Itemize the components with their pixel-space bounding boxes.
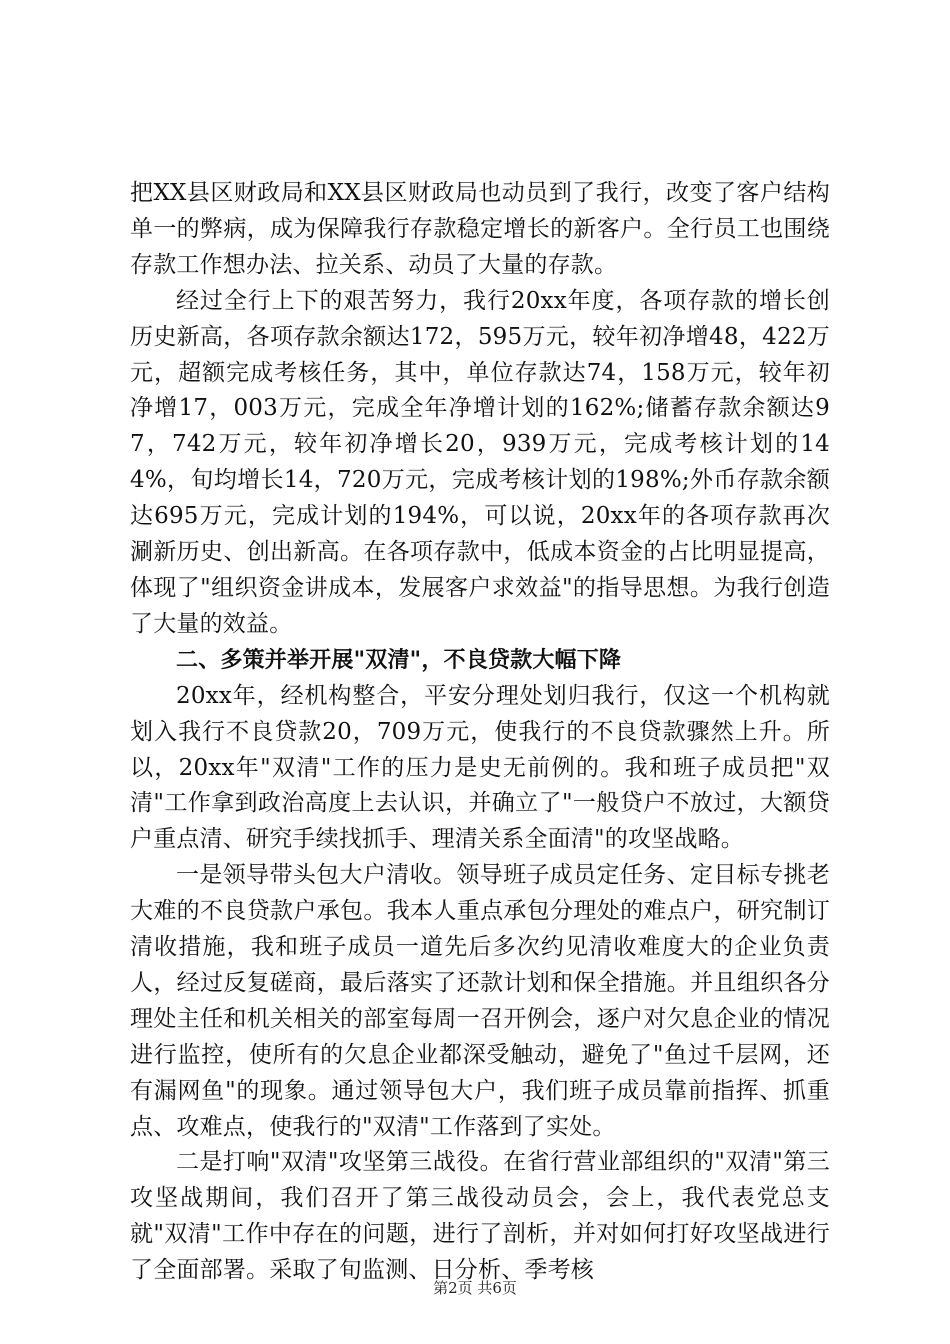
paragraph-continuation: 把XX县区财政局和XX县区财政局也动员到了我行，改变了客户结构单一的弊病，成为保障我行存款稳定增长的新客户。全行员工也围绕存款工作想办法、拉关系、动员了大量的存款。 <box>130 180 830 278</box>
page-footer: 第2页 共6页 <box>433 1279 517 1297</box>
paragraph-merger: 20xx年，经机构整合，平安分理处划归我行，仅这一个机构就划入我行不良贷款20，709万元，使我行的不良贷款骤然上升。所以，20xx年"双清"工作的压力是史无前例的。我和班子成员把"双清"工作拿到政治高度上去认识，并确立了"一般贷户不放过，大额贷户重点清、研究手续找抓手、理清关系全面清"的攻坚战略。 <box>130 682 830 853</box>
paragraph-deposit-results: 经过全行上下的艰苦努力，我行20xx年度，各项存款的增长创历史新高，各项存款余额达172，595万元，较年初净增48，422万元，超额完成考核任务，其中，单位存款达74，158万元，较年初净增17，003万元，完成全年净增计划的162%;储蓄存款余额达97，742万元，较年初净增长20，939万元，完成考核计划的144%，旬均增长14，720万元，完成考核计划的198%;外币存款余额达695万元，完成计划的194%，可以说，20xx年的各项存款再次涮新历史、创出新高。在各项存款中，低成本资金的占比明显提高，体现了"组织资金讲成本，发展客户求效益"的指导思想。为我行创造了大量的效益。 <box>130 287 830 637</box>
paragraph-third-campaign: 二是打响"双清"攻坚第三战役。在省行营业部组织的"双清"第三攻坚战期间，我们召开了第三战役动员会，会上，我代表党总支就"双清"工作中存在的问题，进行了剖析，并对如何打好攻坚战进行了全面部署。采取了旬监测、日分析、季考核 <box>130 1149 830 1284</box>
paragraph-leadership: 一是领导带头包大户清收。领导班子成员定任务、定目标专挑老大难的不良贷款户承包。我本人重点承包分理处的难点户，研究制订清收措施，我和班子成员一道先后多次约见清收难度大的企业负责人，经过反复磋商，最后落实了还款计划和保全措施。并且组织各分理处主任和机关相关的部室每周一召开例会，逐户对欠息企业的情况进行监控，使所有的欠息企业都深受触动，避免了"鱼过千层网，还有漏网鱼"的现象。通过领导包大户，我们班子成员靠前指挥、抓重点、攻难点，使我行的"双清"工作落到了实处。 <box>130 862 830 1140</box>
section-heading: 二、多策并举开展"双清"，不良贷款大幅下降 <box>176 647 622 673</box>
document-body <box>130 176 830 1289</box>
